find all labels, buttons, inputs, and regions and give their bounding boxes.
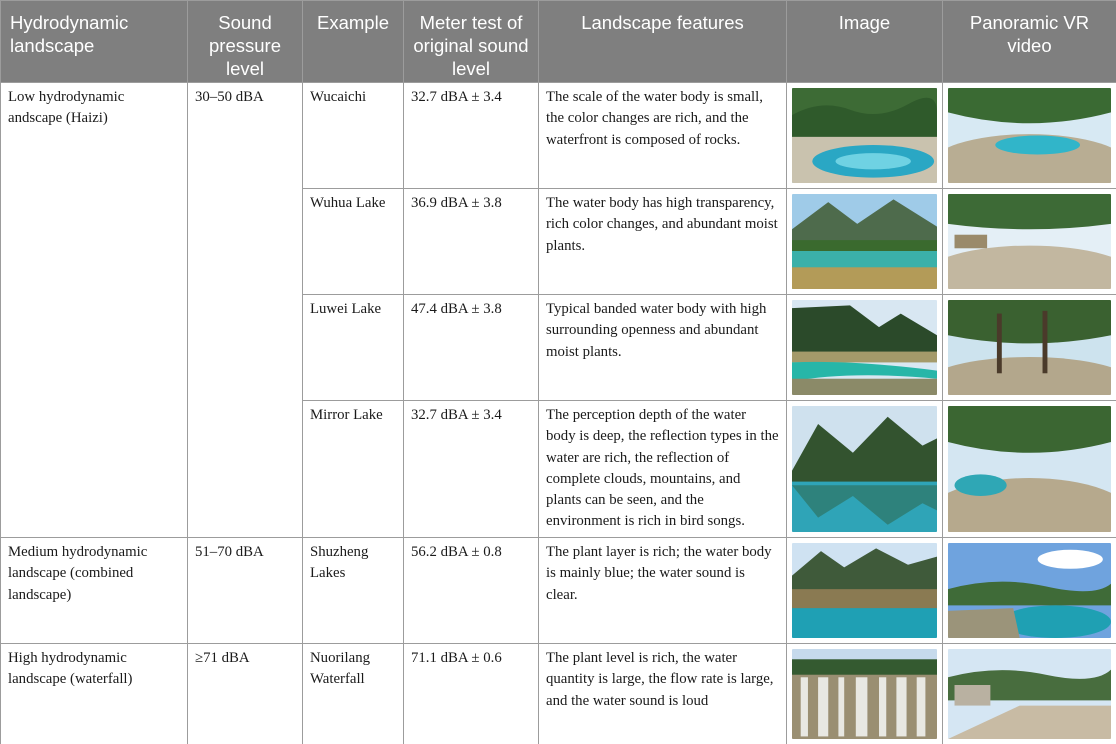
header-sound-pressure: Sound pressure level (188, 1, 303, 83)
table-row (1, 83, 1116, 189)
lake-photo-icon (792, 194, 937, 289)
features-cell: The scale of the water body is small, the color changes are rich, and the waterfront is composed of rocks. (539, 83, 787, 189)
panorama-photo-icon (948, 88, 1111, 183)
features-cell: The plant level is rich, the water quantity is large, the flow rate is large, and the water sound is loud (539, 644, 787, 744)
example-cell: Nuorilang Waterfall (303, 644, 404, 744)
example-cell: Mirror Lake (303, 401, 404, 538)
landscape-medium: Medium hydrodynamic landscape (combined landscape) (1, 538, 188, 644)
header-vr-video: Panoramic VR video (943, 1, 1116, 83)
header-image: Image (787, 1, 943, 83)
features-cell: The plant layer is rich; the water body is mainly blue; the water sound is clear. (539, 538, 787, 644)
header-row (1, 1, 1116, 83)
panorama-photo-icon (948, 406, 1111, 532)
lake-photo-icon (792, 406, 937, 532)
landscape-high: High hydrodynamic landscape (waterfall) (1, 644, 188, 744)
header-example: Example (303, 1, 404, 83)
table-row (1, 644, 1116, 744)
meter-cell: 71.1 dBA ± 0.6 (404, 644, 539, 744)
panorama-photo-icon (948, 194, 1111, 289)
example-cell: Wuhua Lake (303, 189, 404, 295)
panorama-photo-icon (948, 543, 1111, 638)
waterfall-photo-icon (792, 649, 937, 739)
example-cell: Luwei Lake (303, 295, 404, 401)
meter-cell: 32.7 dBA ± 3.4 (404, 401, 539, 538)
header-landscape-features: Landscape features (539, 1, 787, 83)
panorama-photo-icon (948, 649, 1111, 739)
panorama-photo-icon (948, 300, 1111, 395)
header-landscape: Hydrodynamic landscape (1, 1, 188, 83)
table-row (1, 538, 1116, 644)
lake-photo-icon (792, 543, 937, 638)
features-cell: Typical banded water body with high surrounding openness and abundant moist plants. (539, 295, 787, 401)
example-cell: Shuzheng Lakes (303, 538, 404, 644)
spl-high: ≥71 dBA (188, 644, 303, 744)
header-meter-test: Meter test of original sound level (404, 1, 539, 83)
features-cell: The water body has high transparency, rich color changes, and abundant moist plants. (539, 189, 787, 295)
example-cell: Wucaichi (303, 83, 404, 189)
meter-cell: 32.7 dBA ± 3.4 (404, 83, 539, 189)
lake-photo-icon (792, 300, 937, 395)
meter-cell: 36.9 dBA ± 3.8 (404, 189, 539, 295)
spl-medium: 51–70 dBA (188, 538, 303, 644)
features-cell: The perception depth of the water body is deep, the reflection types in the water are rich, the reflection of complete clouds, mountains, and plants can be seen, and the environment is rich in bird songs. (539, 401, 787, 538)
meter-cell: 47.4 dBA ± 3.8 (404, 295, 539, 401)
landscape-low: Low hydrodynamic andscape (Haizi) (1, 83, 188, 538)
spl-low: 30–50 dBA (188, 83, 303, 538)
meter-cell: 56.2 dBA ± 0.8 (404, 538, 539, 644)
pond-photo-icon (792, 88, 937, 183)
